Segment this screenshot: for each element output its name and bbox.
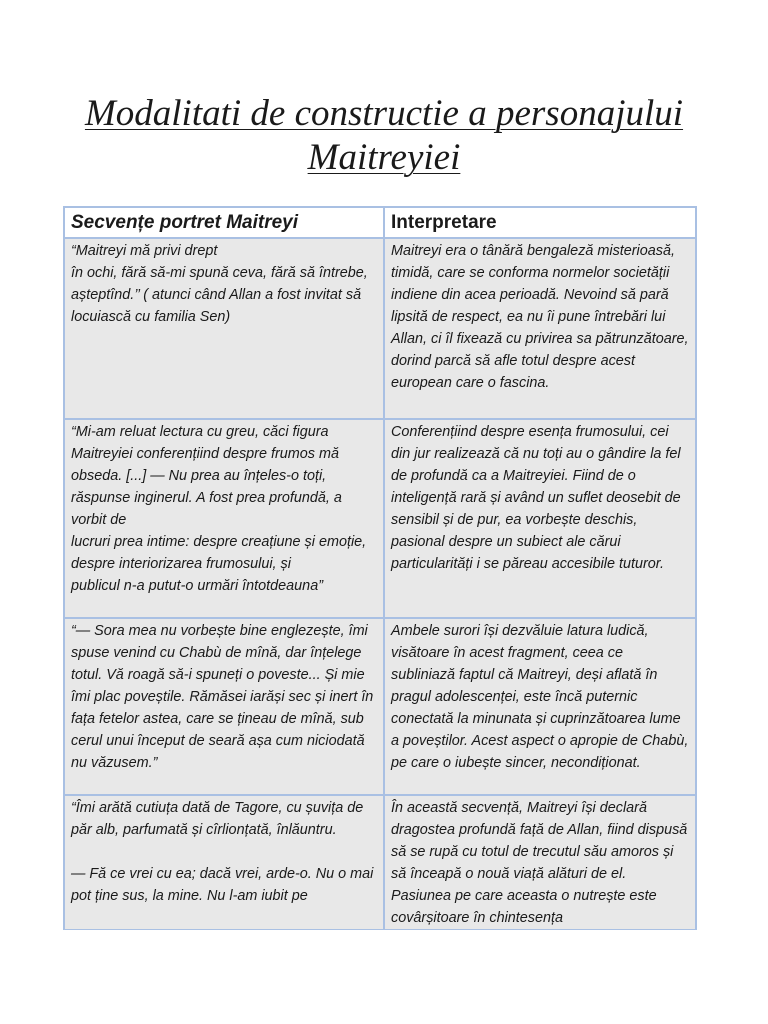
cell-interpretare: [384, 795, 696, 930]
cell-portret-text: “Îmi arătă cutiuța dată de Tagore, cu șuvița de păr alb, parfumată și cîrlionțată, înlăuntru. — Fă ce vrei cu ea; dacă vrei, arde-o. Nu o mai pot ține sus, la mine. Nu l-am iubit pe: [71, 800, 374, 904]
table-header-row: [64, 207, 696, 238]
cell-interpretare-text: Maitreyi era o tânără bengaleză misterioasă, timidă, care se conforma normelor societății indiene din acea perioadă. Nevoind să pară lipsită de respect, ea nu îi pune întrebări lui Allan, ci îl fixează cu privirea sa pătrunzătoare, dorind parcă să afle totul despre acest european care o fascina.: [391, 243, 689, 391]
cell-interpretare: [384, 419, 696, 618]
header-interpretare: Interpretare: [384, 207, 696, 238]
table-row: [64, 795, 696, 930]
document-title-text: Modalitati de constructie a personajului Maitreyiei: [84, 93, 684, 178]
cell-interpretare-text: Conferențiind despre esența frumosului, cei din jur realizează că nu toți au o gândire la fel de profundă ca a Maitreyiei. Fiind de o inteligență rară și având un suflet deosebit de sensibil și de pur, ea vorbește deschis, pasional despre un subiect ale cărui particularități i se păreau accesibile tuturor.: [391, 424, 681, 572]
cell-portret-text: “— Sora mea nu vorbește bine englezește, îmi spuse venind cu Chabù de mînă, dar înțelege totul. Vă roagă să-i spuneți o poveste... Și mie îmi plac poveștile. Rămăsei iarăși sec și inert în fața fetelor astea, care se țineau de mînă, sub cerul unui început de seară așa cum niciodată nu văzusem.”: [71, 623, 374, 771]
header-portret: Secvențe portret Maitreyi: [64, 207, 384, 238]
cell-interpretare-text: Ambele surori își dezvăluie latura ludică, visătoare în acest fragment, ceea ce subliniază faptul că Maitreyi, deși aflată în pragul adolescenței, este încă puternic conectată la minunata și cuprinzătoarea lume a poveștilor. Acest aspect o apropie de Chabù, pe care o iubește sincer, necondiționat.: [391, 623, 689, 771]
cell-portret: [64, 419, 384, 618]
cell-portret: [64, 795, 384, 930]
table-row: [64, 238, 696, 419]
cell-interpretare: [384, 618, 696, 795]
table-row: [64, 618, 696, 795]
table-row: [64, 419, 696, 618]
analysis-table: [63, 206, 697, 930]
cell-portret: [64, 238, 384, 419]
cell-portret: [64, 618, 384, 795]
cell-interpretare: [384, 238, 696, 419]
cell-portret-text: “Maitreyi mă privi drept în ochi, fără să-mi spună ceva, fără să întrebe, așteptînd.’’ ( atunci când Allan a fost invitat să locuiască cu familia Sen): [71, 243, 368, 325]
cell-interpretare-text: În această secvență, Maitreyi își declară dragostea profundă față de Allan, fiind dispusă să se rupă cu totul de trecutul său amoros și să înceapă o nouă viață alături de el. Pasiunea pe care aceasta o nutrește este covârșitoare în chintesența: [391, 800, 688, 926]
table-container: [60, 204, 700, 930]
cell-portret-text: “Mi-am reluat lectura cu greu, căci figura Maitreyiei conferențiind despre frumos mă obseda. [...] — Nu prea au înțeles-o toți, răspunse inginerul. A fost prea profundă, a vorbit de lucruri prea intime: despre creațiune și emoție, despre interiorizarea frumosului, și publicul n-a putut-o urmări întotdeauna”: [71, 424, 367, 594]
document-title: [60, 92, 708, 180]
